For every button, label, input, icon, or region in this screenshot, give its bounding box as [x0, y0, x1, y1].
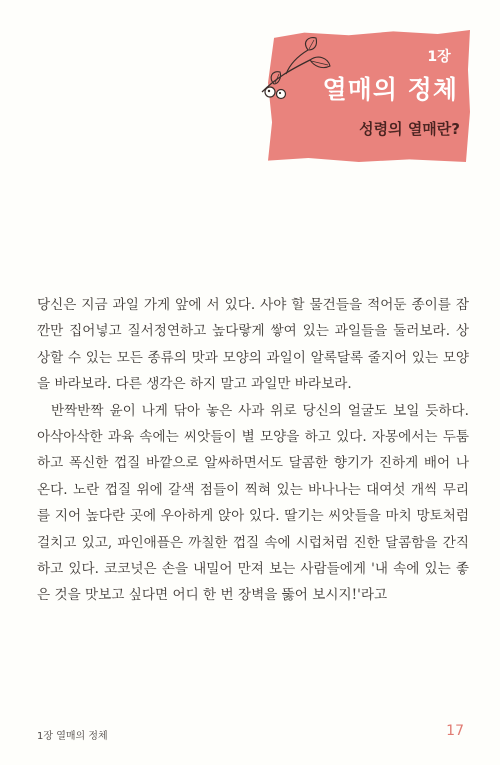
running-head: 1장 열매의 정체	[37, 731, 108, 742]
page-number: 17	[446, 723, 464, 739]
chapter-subtitle: 성령의 열매란?	[359, 120, 460, 138]
chapter-number: 1장	[427, 49, 451, 65]
paragraph-1: 당신은 지금 과일 가게 앞에 서 있다. 사야 할 물건들을 적어둔 종이를 잠깐만 집어넣고 질서정연하고 높다랗게 쌓여 있는 과일들을 둘러보라. 상상할 수 있는 모든 종류의 맛과 모양의 과일이 알록달록 줄지어 있는 모양을 바라보라. 다른 생각은 하지 말고 과일만 바라보라.	[37, 297, 469, 393]
body-text	[37, 292, 469, 609]
chapter-title: 열매의 정체	[322, 75, 458, 104]
paragraph-2: 반짝반짝 윤이 나게 닦아 놓은 사과 위로 당신의 얼굴도 보일 듯하다. 아삭아삭한 과육 속에는 씨앗들이 별 모양을 하고 있다. 자몽에서는 두툼하고 폭신한 껍질 바깥으로 알싸하면서도 달콤한 향기가 진하게 배어 나온다. 노란 껍질 위에 갈색 점들이 찍혀 있는 바나나는 대여섯 개씩 무리를 지어 높다란 곳에 우아하게 앉아 있다. 딸기는 씨앗들을 마치 망토처럼 걸치고 있고, 파인애플은 까칠한 껍질 속에 시럽처럼 진한 달콤함을 간직하고 있다. 코코넛은 손을 내밀어 만져 보는 사람들에게 '내 속에 있는 좋은 것을 맛보고 싶다면 어디 한 번 장벽을 뚫어 보시지!'라고	[37, 402, 469, 604]
